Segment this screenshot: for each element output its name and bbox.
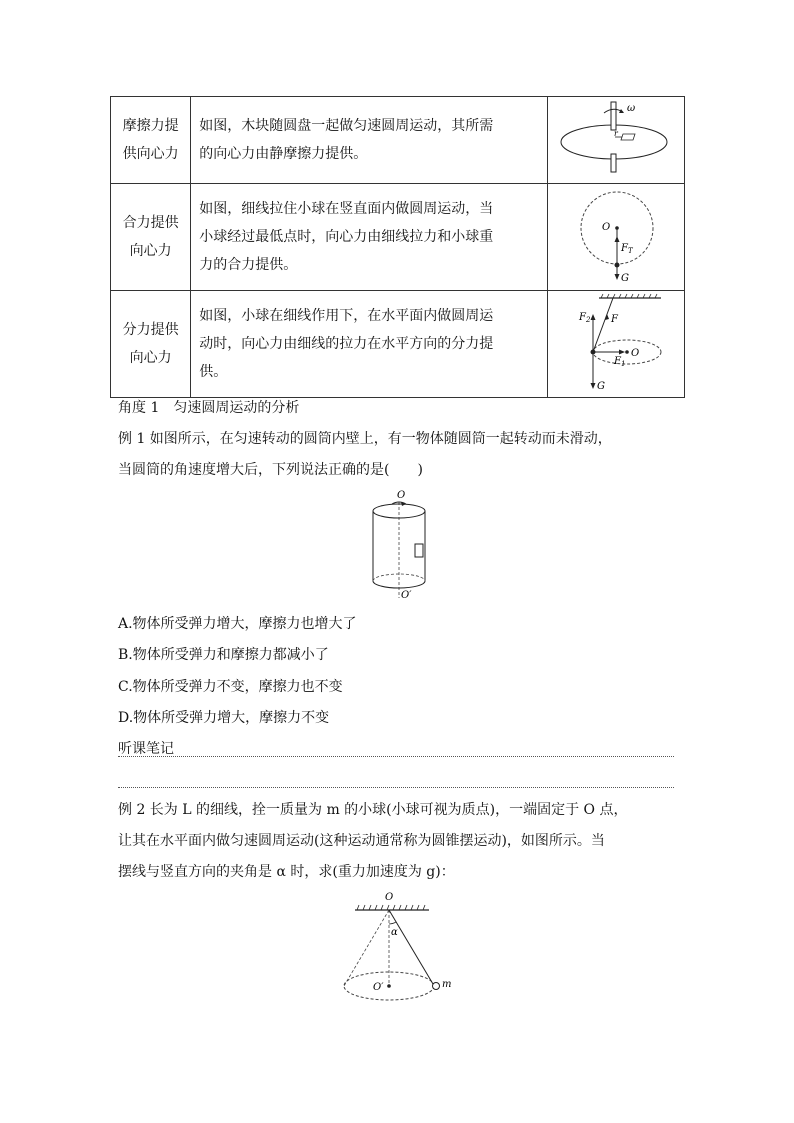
rotating-disk-diagram (551, 98, 681, 178)
center-label: O′ (373, 982, 384, 993)
tension-label: $F_T$ (621, 243, 633, 255)
angle-label: α (391, 927, 398, 938)
row-figure (548, 291, 685, 398)
gravity-label: G (597, 381, 606, 392)
desc-line: 的向心力由静摩擦力提供。 (199, 146, 368, 162)
option-b: B.物体所受弹力和摩擦力都减小了 (118, 647, 329, 663)
section-title: 角度 1 匀速圆周运动的分析 (118, 400, 300, 416)
row-name-line: 分力提供 (122, 322, 179, 338)
tension-label: F (611, 314, 619, 325)
desc-line: 小球经过最低点时，向心力由细线拉力和小球重 (199, 229, 494, 245)
example1-line: 例 1 如图所示，在匀速转动的圆筒内壁上，有一物体随圆筒一起转动而未滑动， (118, 431, 612, 447)
mass-label: m (442, 979, 452, 990)
row-name-line: 向心力 (129, 350, 172, 366)
row-name (111, 97, 191, 184)
row-figure (548, 97, 685, 184)
notes-label: 听课笔记 (118, 741, 174, 757)
table-row (111, 184, 685, 291)
example2-line: 让其在水平面内做匀速圆周运动(这种运动通常称为圆锥摆运动)，如图所示。当 (118, 833, 605, 849)
example2-line: 摆线与竖直方向的夹角是 α 时，求(重力加速度为 g)： (118, 864, 455, 880)
force-table (110, 96, 685, 398)
desc-line: 如图，木块随圆盘一起做匀速圆周运动，其所需 (199, 118, 494, 134)
vertical-component-label: $F_2$ (579, 312, 591, 324)
vertical-circle-diagram (551, 186, 681, 284)
option-d: D.物体所受弹力增大，摩擦力不变 (118, 710, 330, 726)
row-description (191, 184, 548, 291)
horizontal-component-label: $F_1$ (614, 356, 626, 368)
object-block (415, 544, 423, 557)
table-row (111, 291, 685, 398)
row-name-line: 向心力 (129, 243, 172, 259)
pivot-label: O (385, 892, 394, 903)
conical-pendulum-diagram (551, 292, 681, 392)
row-name-line: 摩擦力提 (122, 118, 179, 134)
notes-line (118, 756, 674, 757)
axis-bottom-label: O′ (401, 590, 412, 601)
desc-line: 动时，向心力由细线的拉力在水平方向的分力提 (199, 336, 494, 352)
row-description (191, 291, 548, 398)
desc-line: 供。 (199, 364, 228, 380)
row-name (111, 184, 191, 291)
row-name (111, 291, 191, 398)
center-label: O (631, 348, 640, 359)
omega-label: ω (627, 103, 636, 114)
axis-top-label: O (397, 490, 406, 501)
ball (433, 983, 440, 990)
notes-line (118, 787, 674, 788)
block-shape (621, 134, 635, 140)
desc-line: 如图，小球在细线作用下，在水平面内做圆周运 (199, 308, 494, 324)
row-name-line: 供向心力 (122, 146, 179, 162)
option-c: C.物体所受弹力不变，摩擦力也不变 (118, 679, 343, 695)
example1-line: 当圆筒的角速度增大后，下列说法正确的是( ) (118, 462, 423, 478)
radius-label: r (614, 129, 618, 138)
desc-line: 如图，细线拉住小球在竖直面内做圆周运动，当 (199, 201, 494, 217)
desc-line: 力的合力提供。 (199, 257, 298, 273)
center-label: O (602, 222, 611, 233)
row-description (191, 97, 548, 184)
cylinder-diagram (362, 486, 436, 604)
row-name-line: 合力提供 (122, 215, 179, 231)
example2-line: 例 2 长为 L 的细线，拴一质量为 m 的小球(小球可视为质点)，一端固定于 O 点， (118, 802, 628, 818)
table-row (111, 97, 685, 184)
gravity-label: G (621, 273, 630, 284)
option-a: A.物体所受弹力增大，摩擦力也增大了 (118, 616, 357, 632)
row-figure (548, 184, 685, 291)
conical-pendulum-figure (335, 890, 465, 1008)
